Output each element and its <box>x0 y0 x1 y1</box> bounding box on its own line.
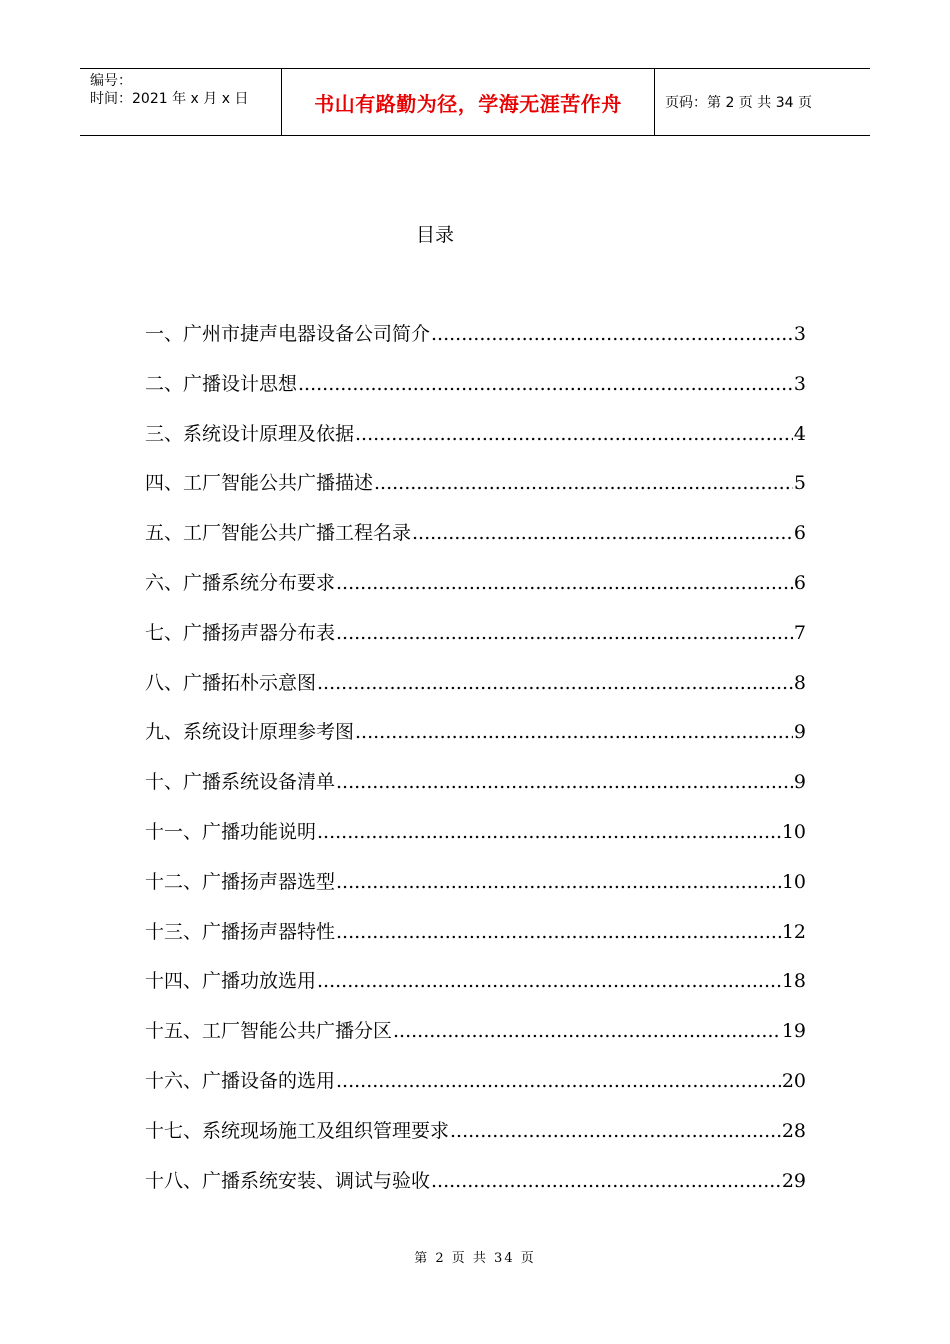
toc-leader-dots <box>450 1117 781 1145</box>
toc-entry[interactable] <box>145 619 806 669</box>
toc-leader-dots <box>317 967 781 995</box>
toc-entry-label: 十五、工厂智能公共广播分区 <box>145 1020 393 1043</box>
toc-entry-page: 3 <box>793 372 806 395</box>
toc-entry-page: 9 <box>793 771 806 794</box>
toc-leader-dots <box>336 768 793 796</box>
header-page-info: 页码：第 2 页 共 34 页 <box>665 95 812 111</box>
page-footer: 第 2 页 共 34 页 <box>414 1251 536 1266</box>
toc-entry[interactable] <box>145 1167 806 1217</box>
toc-entry-page: 4 <box>793 422 806 445</box>
toc-entry[interactable] <box>145 967 806 1017</box>
toc-entry[interactable] <box>145 718 806 768</box>
toc-entry-label: 十二、广播扬声器选型 <box>145 870 336 893</box>
toc-entry-label: 十六、广播设备的选用 <box>145 1069 336 1092</box>
toc-entry[interactable] <box>145 370 806 420</box>
toc-entry-page: 29 <box>781 1169 806 1192</box>
toc-entry[interactable] <box>145 420 806 470</box>
toc-leader-dots <box>336 569 793 597</box>
toc-leader-dots <box>317 818 781 846</box>
toc-entry-label: 三、系统设计原理及依据 <box>145 422 355 445</box>
toc-leader-dots <box>336 918 781 946</box>
toc-leader-dots <box>317 669 793 697</box>
toc-entry-page: 18 <box>781 970 806 993</box>
toc-entry-label: 七、广播扬声器分布表 <box>145 621 336 644</box>
toc-entry[interactable] <box>145 669 806 719</box>
toc-entry-page: 10 <box>781 820 806 843</box>
toc-entry[interactable] <box>145 320 806 370</box>
document-time: 时间：2021 年 x 月 x 日 <box>90 91 249 107</box>
toc-leader-dots <box>336 619 793 647</box>
toc-entry-page: 28 <box>781 1119 806 1142</box>
toc-entry-label: 十三、广播扬声器特性 <box>145 920 336 943</box>
toc-leader-dots <box>336 1067 781 1095</box>
toc-leader-dots <box>431 320 793 348</box>
toc-entry-page: 19 <box>781 1020 806 1043</box>
toc-entry-page: 5 <box>793 472 806 495</box>
toc-entry[interactable] <box>145 1017 806 1067</box>
toc-entry-page: 10 <box>781 870 806 893</box>
toc-entry[interactable] <box>145 918 806 968</box>
toc-entry-label: 十四、广播功放选用 <box>145 970 317 993</box>
toc-entry[interactable] <box>145 1067 806 1117</box>
toc-entry-label: 五、工厂智能公共广播工程名录 <box>145 522 412 545</box>
toc-entry-label: 八、广播拓朴示意图 <box>145 671 317 694</box>
toc-leader-dots <box>355 420 793 448</box>
toc-leader-dots <box>336 868 781 896</box>
toc-entry[interactable] <box>145 1117 806 1167</box>
toc-entry-label: 十一、广播功能说明 <box>145 820 317 843</box>
table-of-contents <box>145 320 806 1216</box>
toc-entry-page: 6 <box>793 571 806 594</box>
toc-entry-page: 3 <box>793 323 806 345</box>
toc-entry[interactable] <box>145 868 806 918</box>
toc-leader-dots <box>355 718 793 746</box>
document-number: 编号： <box>90 73 132 89</box>
toc-entry[interactable] <box>145 818 806 868</box>
header-meta <box>80 69 282 135</box>
header-motto: 书山有路勤为径，学海无涯苦作舟 <box>314 91 622 116</box>
toc-leader-dots <box>374 469 793 497</box>
toc-entry-label: 十八、广播系统安装、调试与验收 <box>145 1169 431 1192</box>
toc-leader-dots <box>431 1167 781 1195</box>
toc-entry-label: 二、广播设计思想 <box>145 372 298 395</box>
toc-entry-page: 20 <box>781 1069 806 1092</box>
toc-title: 目录 <box>415 224 454 246</box>
toc-leader-dots <box>412 519 793 547</box>
toc-entry-page: 7 <box>793 621 806 644</box>
header-motto-cell <box>282 69 655 135</box>
toc-leader-dots <box>393 1017 781 1045</box>
toc-leader-dots <box>298 370 793 398</box>
toc-entry-label: 一、广州市捷声电器设备公司简介 <box>145 323 431 345</box>
toc-entry-label: 十七、系统现场施工及组织管理要求 <box>145 1119 450 1142</box>
toc-entry[interactable] <box>145 768 806 818</box>
toc-entry[interactable] <box>145 519 806 569</box>
toc-entry[interactable] <box>145 469 806 519</box>
toc-entry-page: 9 <box>793 721 806 744</box>
toc-entry-label: 十、广播系统设备清单 <box>145 771 336 794</box>
toc-entry-label: 六、广播系统分布要求 <box>145 571 336 594</box>
page-header <box>80 68 870 136</box>
toc-entry-label: 四、工厂智能公共广播描述 <box>145 472 374 495</box>
toc-entry[interactable] <box>145 569 806 619</box>
toc-entry-page: 6 <box>793 522 806 545</box>
toc-entry-label: 九、系统设计原理参考图 <box>145 721 355 744</box>
toc-entry-page: 8 <box>793 671 806 694</box>
toc-entry-page: 12 <box>781 920 806 943</box>
